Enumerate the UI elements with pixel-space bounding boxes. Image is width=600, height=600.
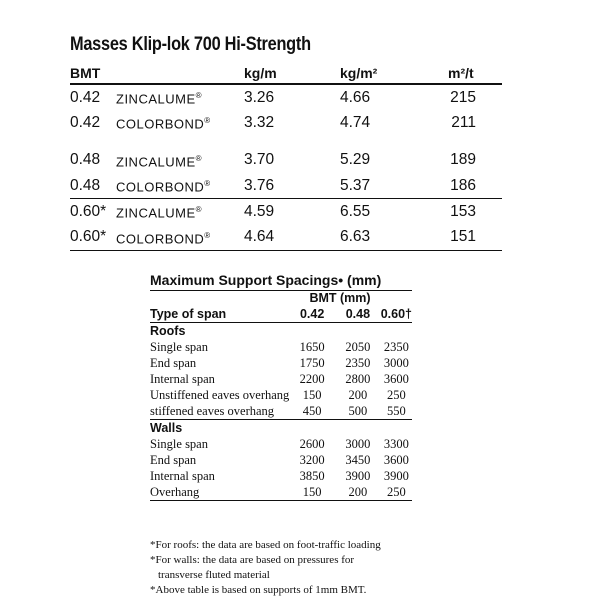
kg-per-m2-cell: 4.74 [340,113,371,131]
span-type-cell: stiffened eaves overhang [150,404,275,418]
value-cell: 250 [381,484,412,501]
registered-mark: ® [195,153,203,163]
material-cell: ZINCALUME [116,153,196,169]
material-cell: COLORBOND [116,179,205,195]
value-cell: 3850 [299,469,325,483]
value-cell: 250 [386,388,406,402]
bmt-cell: 0.60* [70,225,116,251]
kg-per-m2-cell: 5.37 [340,176,371,194]
bmt-cell: 0.60* [70,199,116,225]
value-cell: 2350 [383,340,409,354]
span-type-cell: End span [150,356,197,370]
table-row [70,110,502,135]
kg-per-m-cell: 4.59 [244,199,340,225]
value-cell: 500 [348,404,368,418]
spacings-table [150,290,412,501]
material-cell: ZINCALUME [116,205,196,221]
value-cell: 200 [335,484,381,501]
value-cell: 3000 [345,437,371,451]
material-cell: COLORBOND [116,230,205,246]
value-cell: 3600 [383,453,409,467]
bmt-group-header: BMT (mm) [309,291,371,305]
value-cell: 1650 [299,340,325,354]
value-cell: 3200 [299,453,325,467]
kg-per-m-cell: 4.64 [244,225,340,251]
table-row [150,339,412,355]
bmt-cell: 0.42 [70,88,101,106]
registered-mark: ® [204,230,211,240]
table-row [70,225,502,251]
kg-per-m-cell: 3.26 [244,88,275,106]
bmt-cell: 0.42 [70,113,101,131]
footnote: *For walls: the data are based on pressures for [150,554,355,566]
kg-per-m2-cell: 5.29 [340,151,371,169]
value-cell: 3600 [383,372,409,386]
span-type-cell: Overhang [150,484,289,501]
span-type-cell: Internal span [150,469,215,483]
value-cell: 450 [302,404,322,418]
masses-header-row [70,64,502,84]
value-cell: 3450 [345,453,371,467]
registered-mark: ® [195,205,203,215]
footnote: transverse fluted material [158,569,270,581]
table-row [150,468,412,484]
value-cell: 3300 [383,437,409,451]
value-cell: 150 [289,484,335,501]
table-row [70,173,502,199]
table-row [70,148,502,173]
table-row [70,199,502,225]
header-kg-per-m: kg/m [244,64,340,84]
table-row [150,436,412,452]
kg-per-m-cell: 3.76 [244,176,275,194]
header-bmt-042: 0.42 [289,306,335,323]
m2-per-t-cell: 189 [450,151,476,169]
value-cell: 200 [348,388,368,402]
m2-per-t-cell: 211 [451,113,476,131]
masses-table [70,64,502,251]
bmt-cell: 0.48 [70,151,101,169]
value-cell: 3000 [383,356,409,370]
span-type-cell: Single span [150,437,208,451]
span-type-cell: End span [150,453,197,467]
footnote: *Above table is based on supports of 1mm BMT. [150,584,367,596]
header-m2-per-t: m²/t [448,64,502,84]
value-cell: 2050 [345,340,371,354]
table-row [150,484,412,501]
value-cell: 2600 [299,437,325,451]
registered-mark: ® [204,178,211,188]
spacings-header-row [150,306,412,323]
walls-label: Walls [150,420,412,437]
table-row [150,387,412,403]
m2-per-t-cell: 186 [450,176,476,194]
value-cell: 550 [386,404,406,418]
header-kg-per-m2: kg/m² [340,64,448,84]
value-cell: 3900 [345,469,371,483]
kg-per-m2-cell: 6.55 [340,199,448,225]
masses-title: Masses Klip-lok 700 Hi-Strength [70,34,311,55]
table-row [70,84,502,110]
footnote: *For roofs: the data are based on foot-traffic loading [150,539,381,551]
header-bmt: BMT [70,64,116,84]
value-cell: 150 [302,388,322,402]
kg-per-m2-cell: 4.66 [340,88,371,106]
table-row [150,371,412,387]
header-type-of-span: Type of span [150,306,289,323]
header-bmt-048: 0.48 [335,306,381,323]
registered-mark: ® [195,91,203,100]
span-type-cell: Unstiffened eaves overhang [150,388,290,402]
value-cell: 2800 [345,372,371,386]
material-cell: ZINCALUME [116,91,196,107]
kg-per-m-cell: 3.32 [244,113,275,131]
value-cell: 2200 [299,372,325,386]
value-cell: 1750 [299,356,325,370]
span-type-cell: Internal span [150,372,215,386]
spacings-title: Maximum Support Spacings• (mm) [150,272,382,288]
footnotes [150,538,381,598]
roofs-label: Roofs [150,324,186,338]
table-row [150,403,412,420]
value-cell: 2350 [345,356,371,370]
value-cell: 3900 [383,469,409,483]
kg-per-m-cell: 3.70 [244,151,275,169]
table-row [150,355,412,371]
kg-per-m2-cell: 6.63 [340,225,448,251]
span-type-cell: Single span [150,340,208,354]
registered-mark: ® [204,116,211,126]
m2-per-t-cell: 215 [450,88,476,106]
header-bmt-060: 0.60† [380,307,412,321]
material-cell: COLORBOND [116,116,205,132]
m2-per-t-cell: 151 [448,225,502,251]
table-row [150,452,412,468]
m2-per-t-cell: 153 [448,199,502,225]
bmt-cell: 0.48 [70,176,101,194]
